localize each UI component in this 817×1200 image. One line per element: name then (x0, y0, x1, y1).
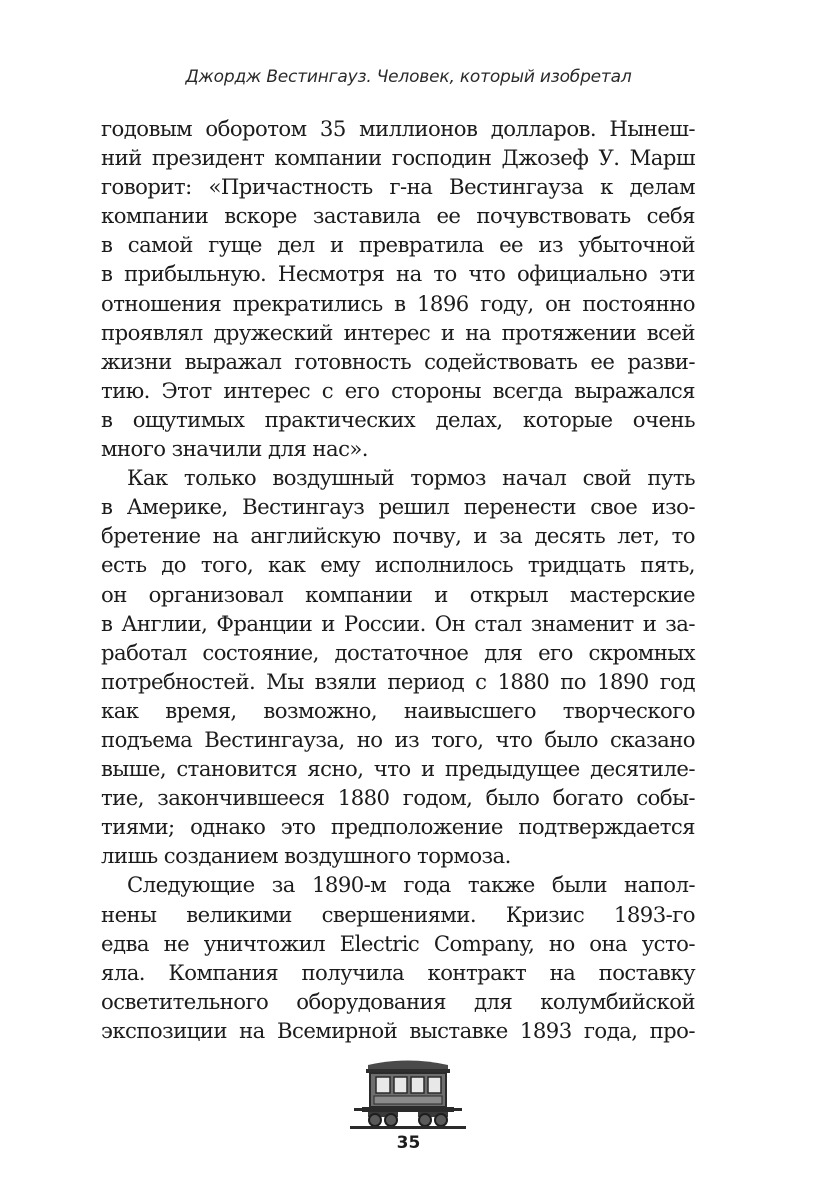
text-line: подъема Вестингауза, но из того, что было сказано (101, 726, 695, 752)
text-line: в самой гуще дел и превратила ее из убыточной (101, 232, 695, 258)
text-line: говорит: «Причастность г-на Вестингауза к делам (101, 174, 695, 200)
text-line: отношения прекратились в 1896 году, он постоянно (101, 290, 695, 316)
text-line: компании вскоре заставила ее почувствовать себя (101, 203, 695, 229)
text-line: в прибыльную. Несмотря на то что официально эти (101, 261, 695, 287)
text-line: едва не уничтожил Electric Company, но она усто- (101, 930, 695, 956)
text-line: бретение на английскую почву, и за десять лет, то (101, 523, 695, 549)
text-line: тиями; однако это предположение подтверждается (101, 814, 695, 840)
text-line: в ощутимых практических делах, которые очень (101, 406, 695, 432)
paragraph-first-line: Следующие за 1890-м года также были напол- (127, 872, 695, 898)
text-line: проявлял дружеский интерес и на протяжении всей (101, 319, 695, 345)
text-line: жизни выражал готовность содействовать ее разви- (101, 348, 695, 374)
paragraph-first-line: Как только воздушный тормоз начал свой путь (127, 465, 695, 491)
text-line: тие, закончившееся 1880 годом, было богато собы- (101, 785, 695, 811)
text-line: работал состояние, достаточное для его скромных (101, 639, 695, 665)
text-line: ний президент компании господин Джозеф У. Марш (101, 145, 695, 171)
text-line: тию. Этот интерес с его стороны всегда выражался (101, 377, 695, 403)
text-line: есть до того, как ему исполнилось тридцать пять, (101, 552, 695, 578)
text-line: нены великими свершениями. Кризис 1893-го (101, 901, 695, 927)
text-line: лишь созданием воздушного тормоза. (101, 843, 511, 869)
body-text (101, 114, 695, 1045)
text-line: яла. Компания получила контракт на поставку (101, 959, 695, 985)
page-number: 35 (396, 1133, 421, 1153)
text-line: выше, становится ясно, что и предыдущее десятиле- (101, 756, 695, 782)
text-line: как время, возможно, наивысшего творческого (101, 697, 695, 723)
text-line: в Америке, Вестингауз решил перенести свое изо- (101, 494, 695, 520)
text-line: экспозиции на Всемирной выставке 1893 года, про- (101, 1017, 695, 1043)
text-line: осветительного оборудования для колумбийской (101, 988, 695, 1014)
text-line: потребностей. Мы взяли период с 1880 по 1890 год (101, 668, 695, 694)
text-line: он организовал компании и открыл мастерские (101, 581, 695, 607)
text-line: много значили для нас». (101, 436, 368, 462)
railway-car-icon (350, 1056, 466, 1130)
running-header: Джордж Вестингауз. Человек, который изобретал (185, 67, 632, 87)
text-line: в Англии, Франции и России. Он стал знаменит и за- (101, 610, 695, 636)
text-line: годовым оборотом 35 миллионов долларов. Нынеш- (101, 116, 695, 141)
